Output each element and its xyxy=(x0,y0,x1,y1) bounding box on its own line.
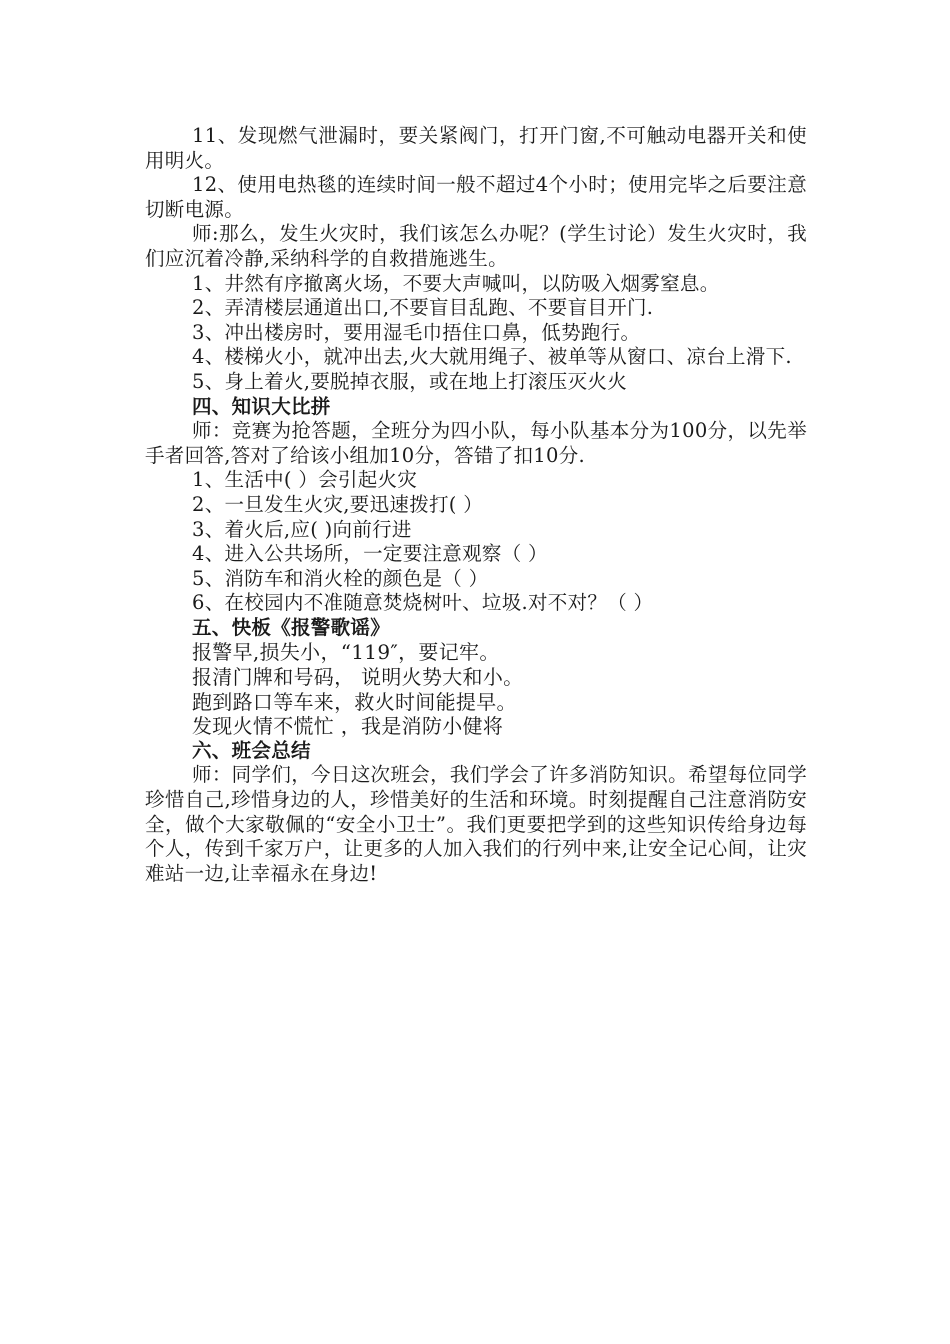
rhyme-line-1: 报警早,损失小，“119″，要记牢。 xyxy=(192,640,500,665)
quiz-question-2: 2、一旦发生火灾,要迅速拨打( ） xyxy=(192,492,484,516)
quiz-question-5: 5、消防车和消火栓的颜色是（ ） xyxy=(192,566,489,590)
section-heading-5: 五、快板《报警歌谣》 xyxy=(192,615,391,639)
section-heading-4: 四、知识大比拼 xyxy=(192,394,331,418)
paragraph-item-12: 12、使用电热毯的连续时间一般不超过4个小时；使用完毕之后要注意切断电源。 xyxy=(145,173,807,221)
paragraph-teacher-question: 师:那么，发生火灾时，我们该怎么办呢？(学生讨论）发生火灾时，我们应沉着冷静,采纳科学的自救措施逃生。 xyxy=(145,222,807,270)
section-heading-6: 六、班会总结 xyxy=(192,738,311,762)
escape-step-4: 4、楼梯火小，就冲出去,火大就用绳子、被单等从窗口、凉台上滑下. xyxy=(192,345,792,369)
escape-step-2: 2、弄清楼层通道出口,不要盲目乱跑、不要盲目开门. xyxy=(192,296,654,320)
escape-step-3: 3、冲出楼房时，要用湿毛巾捂住口鼻，低势跑行。 xyxy=(192,320,641,344)
quiz-rules: 师：竞赛为抢答题，全班分为四小队，每小队基本分为100分，以先举手者回答,答对了给该小组加10分，答错了扣10分. xyxy=(145,419,807,467)
quiz-question-3: 3、着火后,应( )向前行进 xyxy=(192,517,412,541)
rhyme-line-3: 跑到路口等车来，救火时间能提早。 xyxy=(192,689,517,714)
escape-step-1: 1、井然有序撤离火场，不要大声喊叫，以防吸入烟雾窒息。 xyxy=(192,271,720,295)
escape-step-5: 5、身上着火,要脱掉衣服，或在地上打滚压灭火火 xyxy=(192,369,628,393)
summary-paragraph: 师：同学们，今日这次班会，我们学会了许多消防知识。希望每位同学珍惜自己,珍惜身边的人，珍惜美好的生活和环境。时刻提醒自己注意消防安全，做个大家敬佩的“安全小卫士”。我们更要把学到的这些知识传给身边每个人，传到千家万户，让更多的人加入我们的行列中来,让安全记心间，让灾难站一边,让幸福永在身边! xyxy=(145,763,807,885)
document-body xyxy=(145,124,807,886)
quiz-question-6: 6、在校园内不准随意焚烧树叶、垃圾.对不对？（ ） xyxy=(192,591,654,615)
paragraph-item-11: 11、发现燃气泄漏时，要关紧阀门，打开门窗,不可触动电器开关和使用明火。 xyxy=(145,124,807,172)
rhyme-line-2: 报清门牌和号码， 说明火势大和小。 xyxy=(192,665,524,690)
quiz-question-1: 1、生活中( ）会引起火灾 xyxy=(192,468,418,492)
rhyme-line-4: 发现火情不慌忙 ，我是消防小健将 xyxy=(192,714,504,739)
quiz-question-4: 4、进入公共场所，一定要注意观察（ ） xyxy=(192,542,548,566)
